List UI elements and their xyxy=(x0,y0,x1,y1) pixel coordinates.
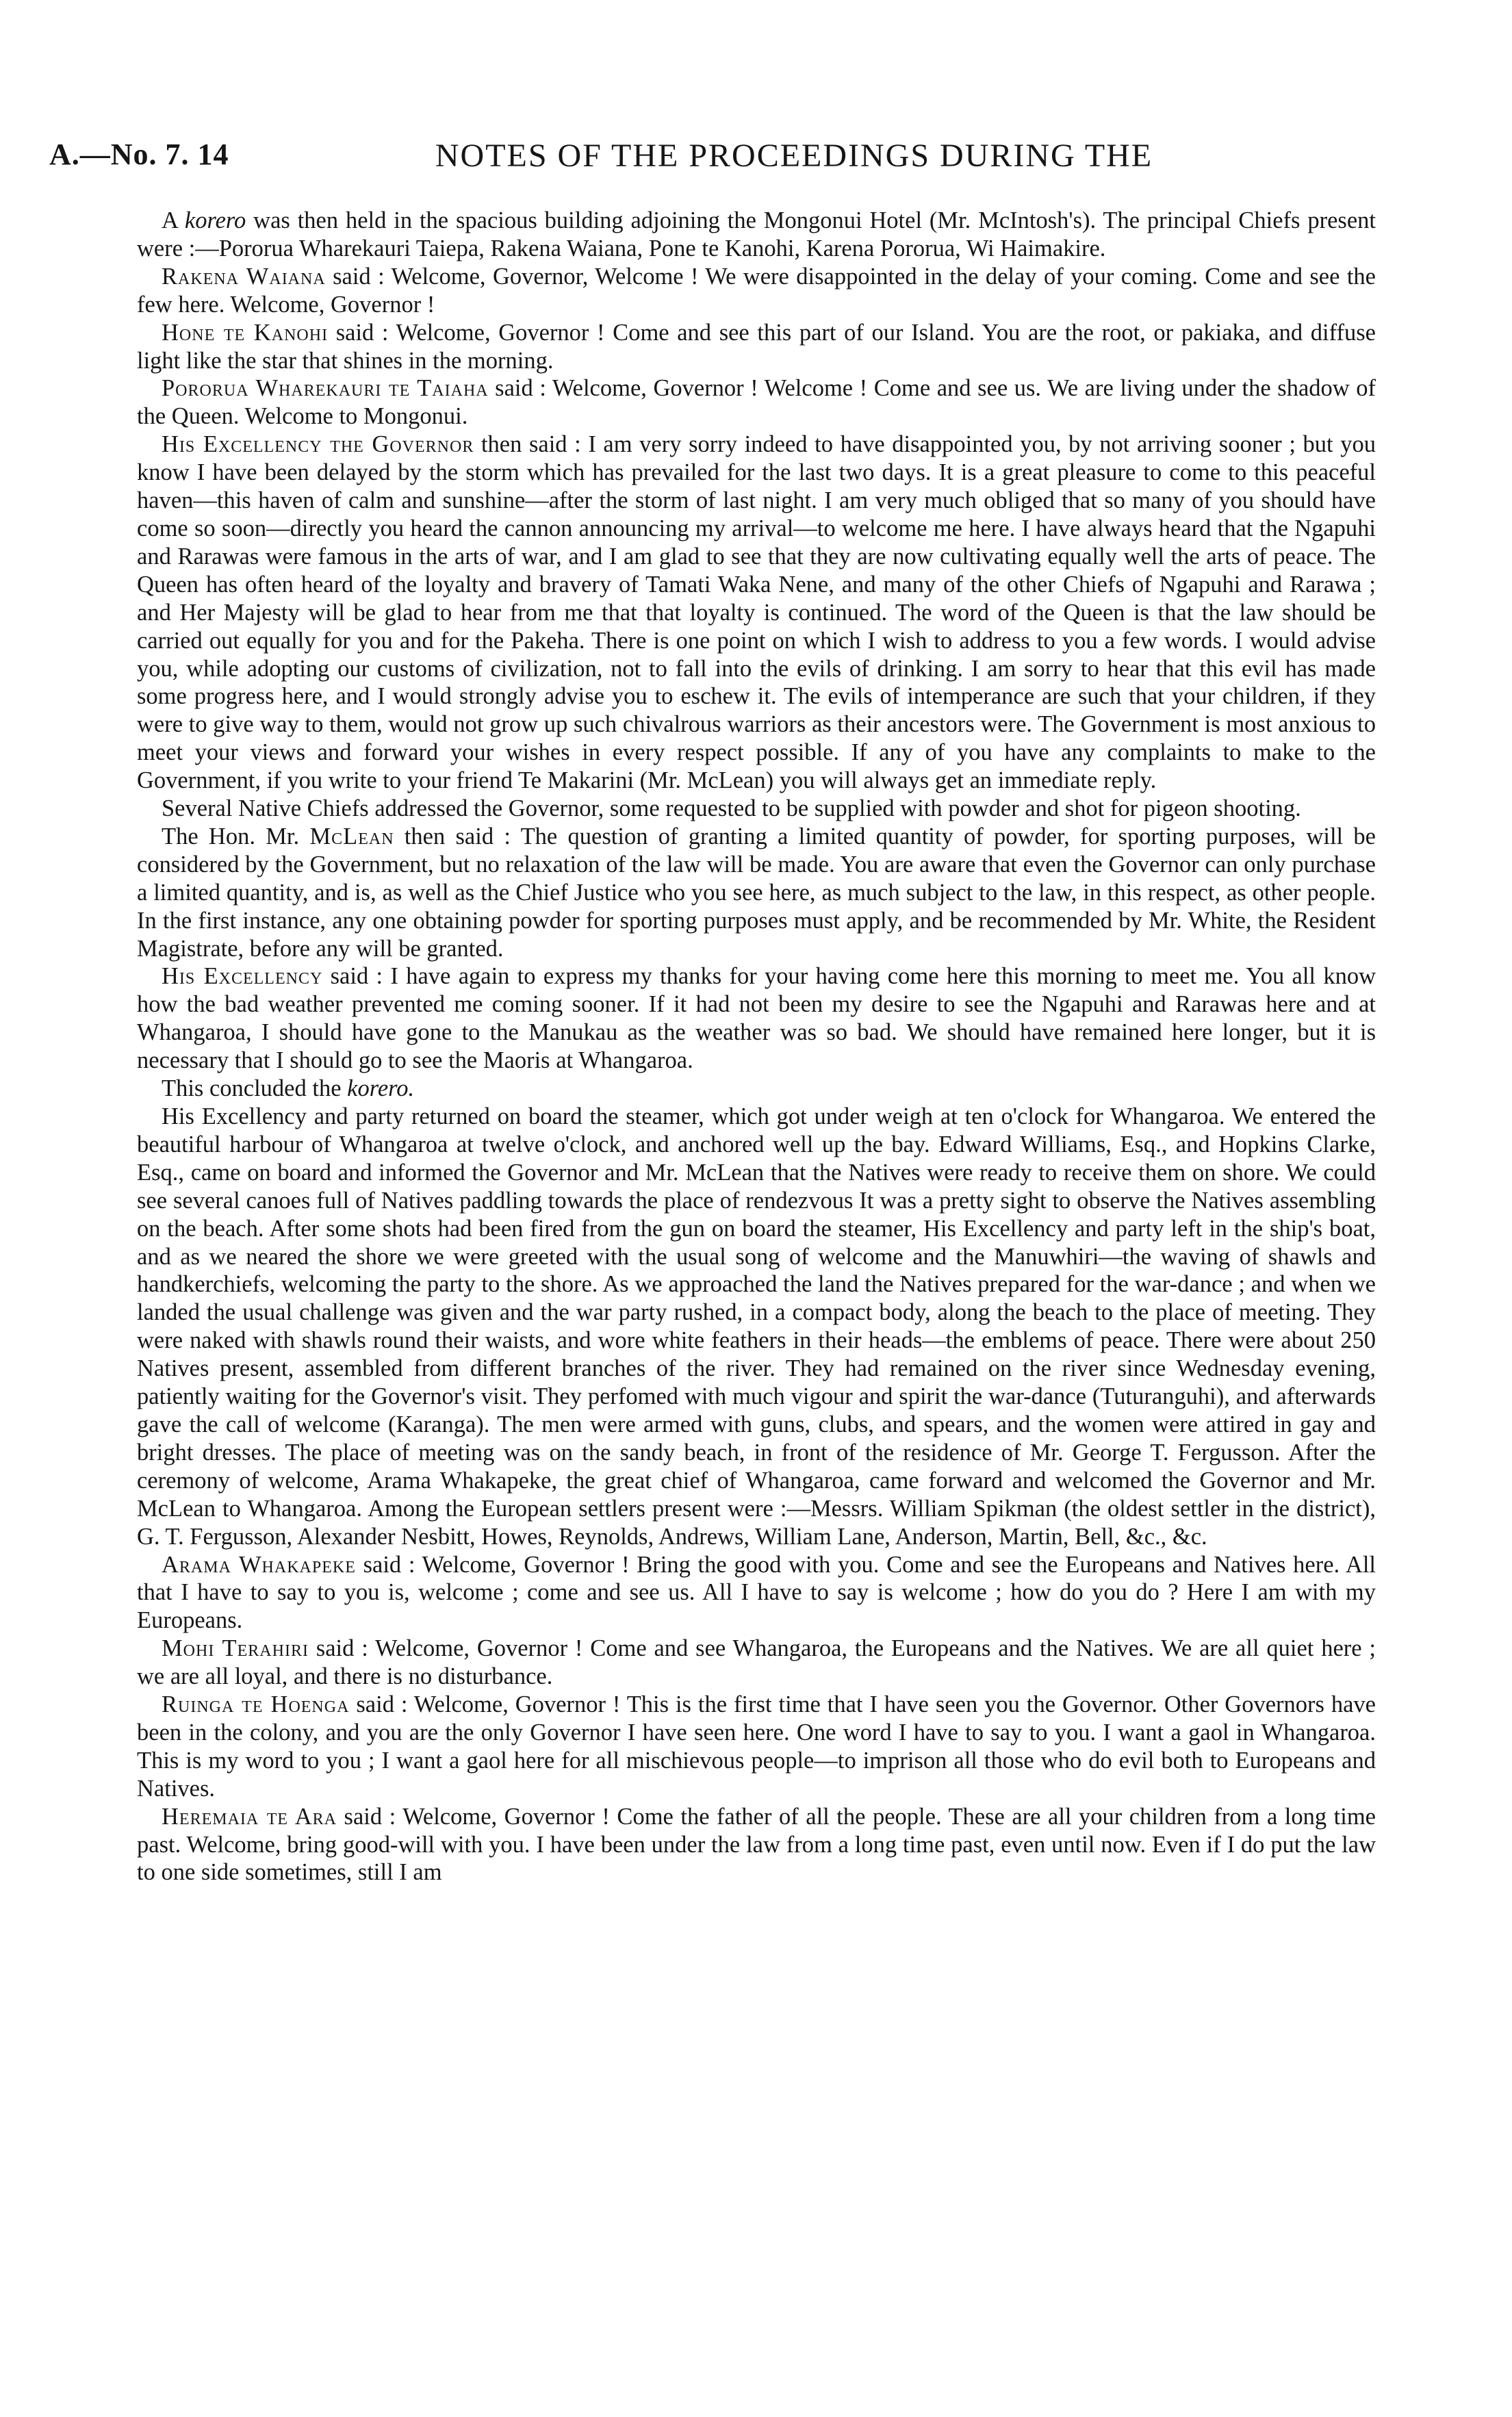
speaker-name: McLean xyxy=(309,823,394,849)
speaker-name: His Excellency xyxy=(162,963,323,990)
paragraph-text: said : I have again to express my thanks for your having come here this morning to meet me. You all know how the bad weather prevented me coming sooner. If it had not been my desire to see the Ngapuhi and Rarawas here and at Whangaroa, I should have gone to the Manukau as the weather was so bad. We should have remained here longer, but it is necessary that I should go to see the Maoris at Whangaroa. xyxy=(137,963,1376,1074)
paragraph xyxy=(137,1635,1376,1691)
paragraph-text: said : Welcome, Governor ! Come and see this part of our Island. You are the root, or pakiaka, and diffuse light like the star that shines in the morning. xyxy=(137,319,1376,374)
paragraph-text: A xyxy=(162,207,185,233)
paragraph xyxy=(137,1103,1376,1551)
document-body xyxy=(137,207,1376,1887)
speaker-name: Pororua Wharekauri te Taiaha xyxy=(162,375,489,402)
paragraph-text: said : Welcome, Governor ! Come the father of all the people. These are all your children from a long time past. Welcome, bring good-will with you. I have been under the law from a long time past, even until now. Even if I do put the law to one side sometimes, still I am xyxy=(137,1803,1376,1886)
speaker-name: Mohi Terahiri xyxy=(162,1635,309,1662)
paragraph xyxy=(137,1691,1376,1803)
speaker-name: Hone te Kanohi xyxy=(162,319,329,346)
paragraph xyxy=(137,1075,1376,1103)
paragraph xyxy=(137,1551,1376,1635)
paragraph-text: said : Welcome, Governor ! This is the first time that I have seen you the Governor. Other Governors have been in the colony, and you are the only Governor I have seen here. One word I have to say to you. I want a gaol in Whangaroa. This is my word to you ; I want a gaol here for all mischievous people—to imprison all those who do evil both to Europeans and Natives. xyxy=(137,1691,1376,1802)
speaker-name: Arama Whakapeke xyxy=(162,1551,356,1578)
paragraph-text: Several Native Chiefs addressed the Governor, some requested to be supplied with powder and shot for pigeon shooting. xyxy=(162,795,1301,822)
paragraph-text: said : Welcome, Governor, Welcome ! We were disappointed in the delay of your coming. Come and see the few here. Welcome, Governor ! xyxy=(137,263,1376,318)
paragraph xyxy=(137,1803,1376,1887)
paragraph-text: His Excellency and party returned on board the steamer, which got under weigh at ten o'clock for Whangaroa. We entered the beautiful harbour of Whangaroa at twelve o'clock, and anchored well up the bay. Edward Williams, Esq., and Hopkins Clarke, Esq., came on board and informed the Governor and Mr. McLean that the Natives were ready to receive them on shore. We could see several canoes full of Natives paddling towards the place of rendezvous It was a pretty sight to observe the Natives assembling on the beach. After some shots had been fired from the gun on board the steamer, His Excellency and party left in the ship's boat, and as we neared the shore we were greeted with the usual song of welcome and the Manuwhiri—the waving of shawls and handkerchiefs, welcoming the party to the shore. As we approached the land the Natives prepared for the war-dance ; and when we landed the usual challenge was given and the war party rushed, in a compact body, along the beach to the place of meeting. They were naked with shawls round their waists, and wore white feathers in their heads—the emblems of peace. There were about 250 Natives present, assembled from different branches of the river. They had remained on the river since Wednesday evening, patiently waiting for the Governor's visit. They perfomed with much vigour and spirit the war-dance (Tuturanguhi), and afterwards gave the call of welcome (Karanga). The men were armed with guns, clubs, and spears, and the women were attired in gay and bright dresses. The place of meeting was on the sandy beach, in front of the residence of Mr. George T. Fergusson. After the ceremony of welcome, Arama Whakapeke, the great chief of Whangaroa, came forward and welcomed the Governor and Mr. McLean to Whangaroa. Among the European settlers present were :—Messrs. William Spikman (the oldest settler in the district), G. T. Fergusson, Alexander Nesbitt, Howes, Reynolds, Andrews, William Lane, Anderson, Martin, Bell, &c., &c. xyxy=(137,1103,1376,1550)
paragraph xyxy=(137,962,1376,1075)
paragraph-text: This concluded the xyxy=(162,1075,348,1102)
paragraph-text: was then held in the spacious building adjoining the Mongonui Hotel (Mr. McIntosh's). The principal Chiefs present were :—Pororua Wharekauri Taiepa, Rakena Waiana, Pone te Kanohi, Karena Pororua, Wi Haimakire. xyxy=(137,207,1376,261)
paragraph xyxy=(137,319,1376,375)
speaker-name: Heremaia te Ara xyxy=(162,1803,337,1830)
page-title: NOTES OF THE PROCEEDINGS DURING THE xyxy=(435,138,1153,174)
paragraph-text: said : Welcome, Governor ! Welcome ! Come and see us. We are living under the shadow of the Queen. Welcome to Mongonui. xyxy=(137,375,1376,430)
paragraph xyxy=(137,374,1376,431)
paragraph-text: The Hon. Mr. xyxy=(162,823,310,849)
paragraph xyxy=(137,207,1376,263)
italic-text: korero xyxy=(184,207,246,233)
page-reference: A.—No. 7. 14 xyxy=(49,138,229,171)
paragraph xyxy=(137,823,1376,963)
italic-text: korero. xyxy=(347,1075,415,1102)
paragraph-text: then said : I am very sorry indeed to have disappointed you, by not arriving sooner ; but you know I have been delayed by the storm which has prevailed for the last two days. It is a great pleasure to come to this peaceful haven—this haven of calm and sunshine—after the storm of last night. I am very much obliged that so many of you should have come so soon—directly you heard the cannon announcing my arrival—to welcome me here. I have always heard that the Ngapuhi and Rarawas were famous in the arts of war, and I am glad to see that they are now cultivating equally well the arts of peace. The Queen has often heard of the loyalty and bravery of Tamati Waka Nene, and many of the other Chiefs of Ngapuhi and Rarawa ; and Her Majesty will be glad to hear from me that that loyalty is continued. The word of the Queen is that the law should be carried out equally for you and for the Pakeha. There is one point on which I wish to address to you a few words. I would advise you, while adopting our customs of civilization, not to fall into the evils of drinking. I am sorry to hear that this evil has made some progress here, and I would strongly advise you to eschew it. The evils of intemperance are such that your children, if they were to give way to them, would not grow up such chivalrous warriors as their ancestors were. The Government is most anxious to meet your views and forward your wishes in every respect possible. If any of you have any complaints to make to the Government, if you write to your friend Te Makarini (Mr. McLean) you will always get an immediate reply. xyxy=(137,431,1376,794)
page-header xyxy=(49,137,1376,192)
paragraph xyxy=(137,263,1376,319)
speaker-name: Ruinga te Hoenga xyxy=(162,1691,350,1718)
paragraph-text: said : Welcome, Governor ! Come and see Whangaroa, the Europeans and the Natives. We are all quiet here ; we are all loyal, and there is no disturbance. xyxy=(137,1635,1376,1690)
paragraph xyxy=(137,795,1376,823)
speaker-name: His Excellency the Governor xyxy=(162,431,474,458)
paragraph-text: said : Welcome, Governor ! Bring the good with you. Come and see the Europeans and Natives here. All that I have to say to you is, welcome ; come and see us. All I have to say is welcome ; how do you do ? Here I am with my Europeans. xyxy=(137,1551,1376,1634)
paragraph xyxy=(137,431,1376,795)
paragraph-text: then said : The question of granting a limited quantity of powder, for sporting purposes, will be considered by the Government, but no relaxation of the law will be made. You are aware that even the Governor can only purchase a limited quantity, and is, as well as the Chief Justice who you see here, as much subject to the law, in this respect, as other people. In the first instance, any one obtaining powder for sporting purposes must apply, and be recommended by Mr. White, the Resident Magistrate, before any will be granted. xyxy=(137,823,1376,962)
speaker-name: Rakena Waiana xyxy=(162,263,326,290)
document-page xyxy=(49,137,1376,1887)
